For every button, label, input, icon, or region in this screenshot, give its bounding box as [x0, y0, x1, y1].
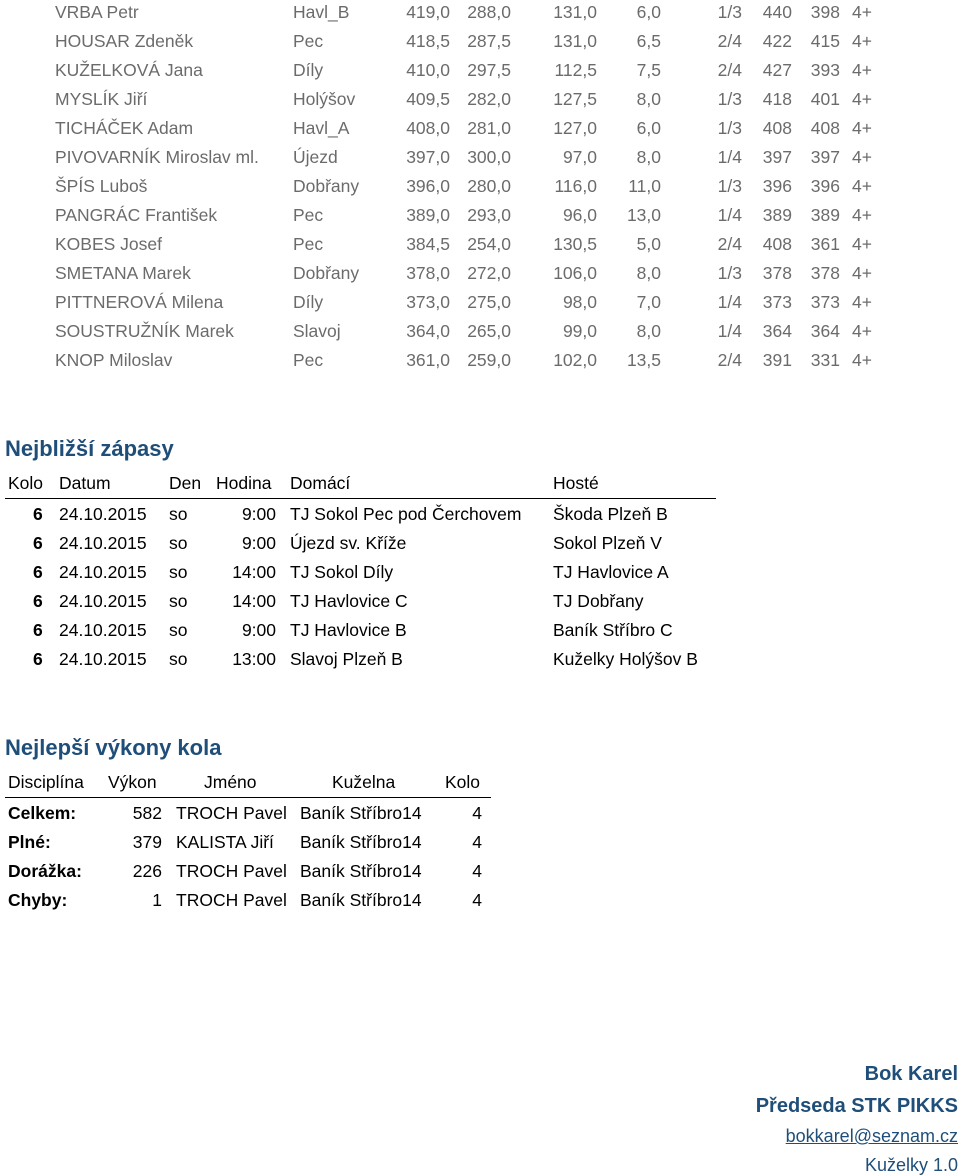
player-total: 408,0 — [406, 118, 450, 138]
match-date: 24.10.2015 — [59, 533, 147, 553]
player-full: 272,0 — [467, 263, 511, 283]
player-sets: 1/3 — [717, 176, 742, 196]
player-errors: 6,0 — [636, 118, 661, 138]
player-min: 361 — [810, 234, 840, 254]
player-sets: 2/4 — [717, 350, 742, 370]
match-away: Škoda Plzeň B — [553, 504, 668, 524]
match-time: 13:00 — [232, 649, 276, 669]
player-sets: 2/4 — [717, 60, 742, 80]
player-name: PITTNEROVÁ Milena — [55, 292, 224, 312]
matches-header-day: Den — [169, 473, 202, 493]
match-home: TJ Sokol Díly — [290, 562, 394, 582]
player-max: 396 — [762, 176, 792, 196]
player-sets: 2/4 — [717, 31, 742, 51]
player-plus: 4+ — [852, 89, 872, 109]
player-plus: 4+ — [852, 31, 872, 51]
player-club: Pec — [293, 205, 324, 225]
match-home: TJ Havlovice B — [290, 620, 407, 640]
match-kolo: 6 — [33, 533, 43, 553]
player-club: Dobřany — [293, 176, 360, 196]
match-home: TJ Havlovice C — [290, 591, 408, 611]
player-plus: 4+ — [852, 350, 872, 370]
best-kolo: 4 — [472, 890, 482, 910]
player-name: VRBA Petr — [55, 2, 139, 22]
player-max: 418 — [762, 89, 792, 109]
player-errors: 8,0 — [636, 321, 661, 341]
best-name: TROCH Pavel — [176, 803, 287, 823]
footer-version: Kuželky 1.0 — [864, 1155, 958, 1175]
player-full: 297,5 — [467, 60, 511, 80]
player-name: HOUSAR Zdeněk — [55, 31, 194, 51]
player-row — [0, 145, 960, 174]
player-full: 259,0 — [467, 350, 511, 370]
match-row — [0, 647, 960, 676]
player-min: 415 — [810, 31, 840, 51]
player-sets: 1/3 — [717, 89, 742, 109]
match-row — [0, 560, 960, 589]
match-away: TJ Dobřany — [553, 591, 644, 611]
player-total: 384,5 — [406, 234, 450, 254]
player-plus: 4+ — [852, 263, 872, 283]
matches-header-kolo: Kolo — [8, 473, 44, 493]
match-kolo: 6 — [33, 620, 43, 640]
player-min: 389 — [810, 205, 840, 225]
player-name: PANGRÁC František — [55, 205, 218, 225]
player-row — [0, 0, 960, 29]
player-total: 378,0 — [406, 263, 450, 283]
player-clear: 96,0 — [562, 205, 597, 225]
player-row — [0, 174, 960, 203]
matches-header-home: Domácí — [290, 473, 351, 493]
matches-header-row — [0, 471, 960, 500]
match-day: so — [169, 620, 188, 640]
player-plus: 4+ — [852, 292, 872, 312]
matches-header-date: Datum — [59, 473, 111, 493]
best-performance: 582 — [132, 803, 162, 823]
player-clear: 98,0 — [562, 292, 597, 312]
player-club: Havl_A — [293, 118, 350, 138]
match-time: 14:00 — [232, 591, 276, 611]
match-away: Kuželky Holýšov B — [553, 649, 698, 669]
player-sets: 1/3 — [717, 263, 742, 283]
player-full: 265,0 — [467, 321, 511, 341]
match-date: 24.10.2015 — [59, 620, 147, 640]
player-row — [0, 348, 960, 377]
player-max: 391 — [762, 350, 792, 370]
match-time: 9:00 — [241, 504, 276, 524]
player-errors: 6,5 — [636, 31, 661, 51]
player-errors: 7,5 — [636, 60, 661, 80]
player-max: 408 — [762, 118, 792, 138]
player-plus: 4+ — [852, 176, 872, 196]
player-errors: 8,0 — [636, 263, 661, 283]
matches-header-time: Hodina — [216, 473, 272, 493]
player-max: 389 — [762, 205, 792, 225]
match-day: so — [169, 649, 188, 669]
player-errors: 6,0 — [636, 2, 661, 22]
player-sets: 1/3 — [717, 2, 742, 22]
player-min: 397 — [810, 147, 840, 167]
player-row — [0, 319, 960, 348]
player-name: KUŽELKOVÁ Jana — [55, 60, 203, 80]
match-day: so — [169, 562, 188, 582]
footer-email-link[interactable]: bokkarel@seznam.cz — [785, 1126, 958, 1146]
best-kolo: 4 — [472, 832, 482, 852]
player-total: 373,0 — [406, 292, 450, 312]
match-date: 24.10.2015 — [59, 591, 147, 611]
best-header-name: Jméno — [204, 772, 257, 792]
best-lane: Baník Stříbro14 — [300, 832, 422, 852]
player-name: KOBES Josef — [55, 234, 162, 254]
player-plus: 4+ — [852, 321, 872, 341]
match-time: 9:00 — [241, 620, 276, 640]
player-full: 254,0 — [467, 234, 511, 254]
player-full: 300,0 — [467, 147, 511, 167]
footer-name: Bok Karel — [864, 1063, 958, 1085]
player-row — [0, 116, 960, 145]
player-min: 393 — [810, 60, 840, 80]
player-club: Dobřany — [293, 263, 360, 283]
best-lane: Baník Stříbro14 — [300, 803, 422, 823]
player-plus: 4+ — [852, 118, 872, 138]
player-max: 378 — [762, 263, 792, 283]
player-row — [0, 58, 960, 87]
best-header-discipline: Disciplína — [8, 772, 84, 792]
player-total: 389,0 — [406, 205, 450, 225]
player-sets: 1/3 — [717, 118, 742, 138]
player-row — [0, 29, 960, 58]
player-errors: 13,5 — [626, 350, 661, 370]
match-date: 24.10.2015 — [59, 504, 147, 524]
player-errors: 5,0 — [636, 234, 661, 254]
player-full: 280,0 — [467, 176, 511, 196]
player-club: Újezd — [293, 147, 338, 167]
player-total: 396,0 — [406, 176, 450, 196]
best-discipline: Chyby: — [8, 890, 68, 910]
player-name: ŠPÍS Luboš — [55, 176, 148, 196]
player-min: 408 — [810, 118, 840, 138]
best-discipline: Plné: — [8, 832, 51, 852]
player-min: 373 — [810, 292, 840, 312]
match-kolo: 6 — [33, 649, 43, 669]
match-row — [0, 589, 960, 618]
player-total: 397,0 — [406, 147, 450, 167]
player-total: 410,0 — [406, 60, 450, 80]
best-header-performance: Výkon — [108, 772, 157, 792]
player-club: Díly — [293, 60, 324, 80]
player-clear: 130,5 — [553, 234, 597, 254]
player-name: SOUSTRUŽNÍK Marek — [55, 321, 234, 341]
player-errors: 11,0 — [628, 176, 661, 196]
match-row — [0, 618, 960, 647]
footer-role: Předseda STK PIKKS — [755, 1095, 958, 1117]
player-name: TICHÁČEK Adam — [55, 118, 194, 138]
best-lane: Baník Stříbro14 — [300, 861, 422, 881]
player-max: 364 — [762, 321, 792, 341]
player-max: 440 — [762, 2, 792, 22]
player-errors: 13,0 — [626, 205, 661, 225]
player-club: Havl_B — [293, 2, 350, 22]
match-kolo: 6 — [33, 504, 43, 524]
player-plus: 4+ — [852, 147, 872, 167]
best-performance: 379 — [132, 832, 162, 852]
best-performance: 1 — [152, 890, 162, 910]
best-row — [0, 888, 960, 917]
best-discipline: Celkem: — [8, 803, 77, 823]
player-clear: 131,0 — [553, 2, 597, 22]
player-sets: 1/4 — [717, 292, 742, 312]
player-club: Pec — [293, 234, 324, 254]
player-total: 409,5 — [406, 89, 450, 109]
best-row — [0, 801, 960, 830]
player-name: PIVOVARNÍK Miroslav ml. — [55, 147, 259, 167]
best-performance: 226 — [132, 861, 162, 881]
player-max: 397 — [762, 147, 792, 167]
player-full: 281,0 — [467, 118, 511, 138]
best-name: TROCH Pavel — [176, 890, 287, 910]
player-min: 396 — [810, 176, 840, 196]
matches-header-away: Hosté — [553, 473, 599, 493]
best-header-row — [0, 770, 960, 799]
player-row — [0, 87, 960, 116]
player-name: SMETANA Marek — [55, 263, 191, 283]
player-row — [0, 203, 960, 232]
player-max: 422 — [762, 31, 792, 51]
player-min: 364 — [810, 321, 840, 341]
player-club: Pec — [293, 350, 324, 370]
player-sets: 1/4 — [717, 205, 742, 225]
player-total: 419,0 — [406, 2, 450, 22]
player-club: Slavoj — [293, 321, 341, 341]
match-kolo: 6 — [33, 591, 43, 611]
player-clear: 112,5 — [554, 60, 597, 80]
player-row — [0, 232, 960, 261]
player-plus: 4+ — [852, 2, 872, 22]
player-errors: 8,0 — [636, 147, 661, 167]
match-date: 24.10.2015 — [59, 649, 147, 669]
player-plus: 4+ — [852, 205, 872, 225]
best-title: Nejlepší výkony kola — [5, 735, 222, 760]
player-sets: 2/4 — [717, 234, 742, 254]
player-full: 275,0 — [467, 292, 511, 312]
matches-header-divider — [5, 498, 716, 499]
player-max: 373 — [762, 292, 792, 312]
best-name: KALISTA Jiří — [176, 832, 274, 852]
player-errors: 7,0 — [636, 292, 661, 312]
player-plus: 4+ — [852, 60, 872, 80]
player-errors: 8,0 — [636, 89, 661, 109]
player-full: 287,5 — [467, 31, 511, 51]
player-name: KNOP Miloslav — [55, 350, 173, 370]
best-header-lane: Kuželna — [332, 772, 396, 792]
player-min: 378 — [810, 263, 840, 283]
player-name: MYSLÍK Jiří — [55, 89, 148, 109]
match-date: 24.10.2015 — [59, 562, 147, 582]
player-min: 331 — [810, 350, 840, 370]
best-kolo: 4 — [472, 803, 482, 823]
player-full: 293,0 — [467, 205, 511, 225]
player-clear: 127,5 — [553, 89, 597, 109]
player-clear: 102,0 — [553, 350, 597, 370]
match-home: Újezd sv. Kříže — [290, 533, 407, 553]
player-row — [0, 290, 960, 319]
player-sets: 1/4 — [717, 147, 742, 167]
player-clear: 97,0 — [562, 147, 597, 167]
player-total: 361,0 — [406, 350, 450, 370]
player-club: Díly — [293, 292, 324, 312]
player-full: 288,0 — [467, 2, 511, 22]
match-home: TJ Sokol Pec pod Čerchovem — [290, 504, 522, 524]
player-plus: 4+ — [852, 234, 872, 254]
player-full: 282,0 — [467, 89, 511, 109]
match-day: so — [169, 533, 188, 553]
best-lane: Baník Stříbro14 — [300, 890, 422, 910]
best-row — [0, 859, 960, 888]
match-day: so — [169, 591, 188, 611]
player-row — [0, 261, 960, 290]
match-row — [0, 531, 960, 560]
best-header-kolo: Kolo — [445, 772, 481, 792]
player-club: Holýšov — [293, 89, 356, 109]
best-kolo: 4 — [472, 861, 482, 881]
player-total: 364,0 — [406, 321, 450, 341]
player-clear: 131,0 — [553, 31, 597, 51]
player-min: 398 — [810, 2, 840, 22]
best-discipline: Dorážka: — [8, 861, 82, 881]
match-away: TJ Havlovice A — [553, 562, 669, 582]
best-name: TROCH Pavel — [176, 861, 287, 881]
match-time: 14:00 — [232, 562, 276, 582]
player-clear: 116,0 — [554, 176, 597, 196]
match-kolo: 6 — [33, 562, 43, 582]
best-header-divider — [5, 797, 491, 798]
match-time: 9:00 — [241, 533, 276, 553]
player-clear: 127,0 — [553, 118, 597, 138]
player-total: 418,5 — [406, 31, 450, 51]
player-club: Pec — [293, 31, 324, 51]
player-clear: 99,0 — [562, 321, 597, 341]
match-away: Sokol Plzeň V — [553, 533, 662, 553]
player-sets: 1/4 — [717, 321, 742, 341]
player-max: 427 — [762, 60, 792, 80]
matches-title: Nejbližší zápasy — [5, 436, 174, 461]
player-clear: 106,0 — [553, 263, 597, 283]
match-day: so — [169, 504, 188, 524]
match-away: Baník Stříbro C — [553, 620, 673, 640]
player-max: 408 — [762, 234, 792, 254]
match-row — [0, 502, 960, 531]
player-min: 401 — [810, 89, 840, 109]
match-home: Slavoj Plzeň B — [290, 649, 403, 669]
best-row — [0, 830, 960, 859]
